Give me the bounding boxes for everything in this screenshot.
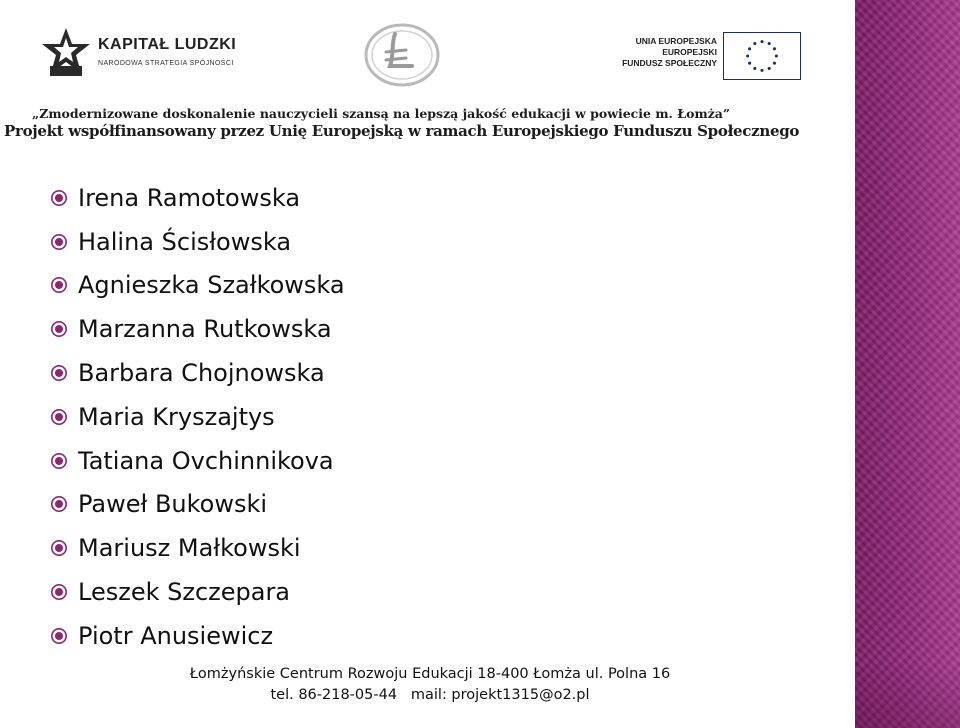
list-item <box>50 526 345 570</box>
eu-line-1: UNIA EUROPEJSKA <box>635 36 717 46</box>
name-text: Maria Kryszajtys <box>78 402 275 431</box>
name-text: Irena Ramotowska <box>78 183 301 212</box>
eu-line-2: EUROPEJSKI <box>662 47 717 57</box>
footer-contact <box>170 664 690 706</box>
eu-flag-icon <box>723 32 801 80</box>
name-text: Tatiana Ovchinnikova <box>78 446 334 475</box>
name-text: Marzanna Rutkowska <box>78 315 332 344</box>
list-item <box>50 483 345 527</box>
radio-bullet-icon <box>50 495 68 513</box>
list-item <box>50 176 345 220</box>
name-text: Leszek Szczepara <box>78 578 291 607</box>
eu-star-icon <box>768 67 771 70</box>
kapital-ludzki-emblem-icon <box>40 26 92 80</box>
eu-star-icon <box>746 54 749 57</box>
eu-star-icon <box>773 47 776 50</box>
list-item <box>50 351 345 395</box>
radio-bullet-icon <box>50 364 68 382</box>
eu-star-icon <box>760 69 763 72</box>
eu-star-icon <box>760 40 763 43</box>
name-text: Barbara Chojnowska <box>78 359 325 388</box>
radio-bullet-icon <box>50 408 68 426</box>
footer-address: Łomżyńskie Centrum Rozwoju Edukacji 18-400 Łomża ul. Polna 16 <box>189 666 671 682</box>
list-item <box>50 307 345 351</box>
radio-bullet-icon <box>50 627 68 645</box>
name-text: Piotr Anusiewicz <box>78 621 274 650</box>
radio-bullet-icon <box>50 539 68 557</box>
name-text: Agnieszka Szałkowska <box>78 271 345 300</box>
footer-phone-email: tel. 86-218-05-44 mail: projekt1315@o2.pl <box>270 687 590 703</box>
radio-bullet-icon <box>50 583 68 601</box>
eu-logo <box>610 32 805 84</box>
eu-line-3: FUNDUSZ SPOŁECZNY <box>622 58 717 68</box>
eu-star-icon <box>748 62 751 65</box>
names-list <box>50 176 345 658</box>
eu-text <box>622 36 717 69</box>
eu-star-icon <box>753 42 756 45</box>
eu-star-icon <box>773 62 776 65</box>
list-item <box>50 395 345 439</box>
decorative-side-band <box>855 0 960 728</box>
cre-emblem-icon <box>362 22 442 88</box>
kapital-ludzki-title: KAPITAŁ LUDZKI <box>98 36 237 53</box>
kapital-ludzki-logo <box>40 24 240 86</box>
radio-bullet-icon <box>50 452 68 470</box>
radio-bullet-icon <box>50 320 68 338</box>
eu-star-icon <box>775 54 778 57</box>
radio-bullet-icon <box>50 276 68 294</box>
radio-bullet-icon <box>50 189 68 207</box>
list-item <box>50 614 345 658</box>
list-item <box>50 220 345 264</box>
kapital-ludzki-subtitle: NARODOWA STRATEGIA SPÓJNOŚCI <box>98 60 234 67</box>
list-item <box>50 439 345 483</box>
project-cofinancing-line: Projekt współfinansowany przez Unię Europejską w ramach Europejskiego Funduszu Społecznego <box>4 122 800 140</box>
project-slogan: „Zmodernizowane doskonalenie nauczycieli szansą na lepszą jakość edukacji w powiecie m. Łomża” <box>32 106 731 121</box>
eu-star-icon <box>753 67 756 70</box>
eu-star-icon <box>768 42 771 45</box>
name-text: Paweł Bukowski <box>78 490 268 519</box>
name-text: Mariusz Małkowski <box>78 534 301 563</box>
list-item <box>50 264 345 308</box>
list-item <box>50 570 345 614</box>
name-text: Halina Ścisłowska <box>78 227 292 256</box>
eu-star-icon <box>748 47 751 50</box>
radio-bullet-icon <box>50 233 68 251</box>
decorative-bottom-band <box>855 660 960 728</box>
